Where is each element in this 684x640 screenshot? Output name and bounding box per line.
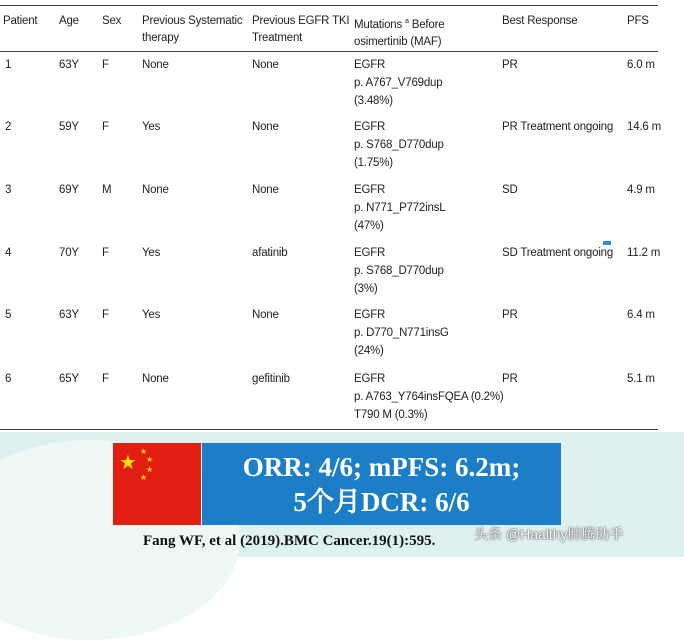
row5-best-response: PR — [502, 309, 518, 321]
header-best-response: Best Response — [502, 15, 578, 27]
row3-mutation-maf: (47%) — [354, 220, 384, 232]
row6-mutation-t790m: T790 M (0.3%) — [354, 409, 428, 421]
table-top-rule — [0, 5, 658, 6]
header-patient: Patient — [3, 15, 38, 27]
row4-mutation-variant: p. S768_D770dup — [354, 265, 444, 277]
summary-line2: 5个月DCR: 6/6 — [293, 487, 470, 517]
row6-pfs: 5.1 m — [627, 373, 655, 385]
row1-mutation-variant: p. A767_V769dup — [354, 77, 443, 89]
row5-mutation-gene: EGFR — [354, 309, 386, 321]
row2-mutation-maf: (1.75%) — [354, 157, 393, 169]
row6-mutation-variant: p. A763_Y764insFQEA (0.2%) — [354, 391, 504, 403]
row1-previous-tki: None — [252, 59, 279, 71]
row6-mutation — [354, 370, 504, 424]
row1-patient: 1 — [5, 59, 12, 71]
row5-patient: 5 — [5, 309, 12, 321]
row2-best-response: PR Treatment ongoing — [502, 121, 614, 133]
row1-mutation — [354, 56, 442, 110]
header-mutations-footnote: a — [405, 18, 409, 25]
row1-mutation-maf: (3.48%) — [354, 95, 393, 107]
header-age: Age — [59, 15, 79, 27]
row4-best-response: SD Treatment ongoing — [502, 247, 614, 259]
row2-mutation-gene: EGFR — [354, 121, 386, 133]
header-previous-tki-line2: Treatment — [252, 32, 303, 44]
annotation-marker — [603, 241, 611, 245]
row3-previous-tki: None — [252, 184, 279, 196]
header-pfs: PFS — [627, 15, 649, 27]
row4-previous-systematic: Yes — [142, 247, 161, 259]
watermark: 头条 @Haalthy肺腾助手 — [474, 526, 624, 542]
row5-mutation — [354, 306, 449, 360]
row5-mutation-maf: (24%) — [354, 345, 384, 357]
row6-patient: 6 — [5, 373, 12, 385]
star-icon: ★ — [140, 473, 148, 482]
row4-pfs: 11.2 m — [627, 247, 661, 259]
row5-sex: F — [102, 309, 109, 321]
row3-sex: M — [102, 184, 112, 196]
header-previous-systematic-line2: therapy — [142, 32, 179, 44]
row6-previous-tki: gefitinib — [252, 373, 290, 385]
row6-age: 65Y — [59, 373, 79, 385]
header-mutations-label: Mutations — [354, 18, 403, 31]
row4-mutation-maf: (3%) — [354, 283, 378, 295]
row1-previous-systematic: None — [142, 59, 169, 71]
row2-mutation — [354, 118, 444, 172]
row2-previous-systematic: Yes — [142, 121, 161, 133]
row4-patient: 4 — [5, 247, 12, 259]
summary-banner — [202, 443, 561, 525]
header-mutations-line2: osimertinib (MAF) — [354, 35, 442, 48]
row6-best-response: PR — [502, 373, 518, 385]
row5-age: 63Y — [59, 309, 79, 321]
row3-mutation-gene: EGFR — [354, 184, 386, 196]
citation: Fang WF, et al (2019).BMC Cancer.19(1):595. — [143, 533, 436, 549]
row2-pfs: 14.6 m — [627, 121, 661, 133]
row4-previous-tki: afatinib — [252, 247, 288, 259]
row4-mutation — [354, 244, 444, 298]
table-bottom-rule — [0, 429, 658, 430]
row2-sex: F — [102, 121, 109, 133]
table-header-rule — [0, 51, 658, 52]
row3-pfs: 4.9 m — [627, 184, 655, 196]
row4-sex: F — [102, 247, 109, 259]
row1-pfs: 6.0 m — [627, 59, 655, 71]
row1-age: 63Y — [59, 59, 79, 71]
row5-pfs: 6.4 m — [627, 309, 655, 321]
row4-age: 70Y — [59, 247, 79, 259]
row3-patient: 3 — [5, 184, 12, 196]
row1-sex: F — [102, 59, 109, 71]
star-icon: ★ — [146, 455, 154, 464]
star-icon: ★ — [146, 465, 154, 474]
row3-best-response: SD — [502, 184, 518, 196]
star-icon: ★ — [119, 452, 137, 474]
row1-mutation-gene: EGFR — [354, 59, 386, 71]
row5-previous-tki: None — [252, 309, 279, 321]
summary-line1: ORR: 4/6; mPFS: 6.2m; — [242, 452, 521, 482]
header-previous-systematic — [142, 13, 242, 47]
china-flag-icon — [113, 443, 201, 525]
row5-mutation-variant: p. D770_N771insG — [354, 327, 449, 339]
row3-mutation-variant: p. N771_P772insL — [354, 202, 446, 214]
row5-previous-systematic: Yes — [142, 309, 161, 321]
header-previous-systematic-line1: Previous Systematic — [142, 15, 243, 27]
header-sex: Sex — [102, 15, 122, 27]
row6-previous-systematic: None — [142, 373, 169, 385]
row6-mutation-gene: EGFR — [354, 373, 386, 385]
row2-mutation-variant: p. S768_D770dup — [354, 139, 444, 151]
header-mutations — [354, 13, 444, 51]
header-previous-tki — [252, 13, 349, 47]
row3-age: 69Y — [59, 184, 79, 196]
row6-sex: F — [102, 373, 109, 385]
row2-age: 59Y — [59, 121, 79, 133]
row2-previous-tki: None — [252, 121, 279, 133]
row4-mutation-gene: EGFR — [354, 247, 386, 259]
row1-best-response: PR — [502, 59, 518, 71]
header-previous-tki-line1: Previous EGFR TKI — [252, 15, 350, 27]
star-icon: ★ — [140, 447, 148, 456]
row2-patient: 2 — [5, 121, 12, 133]
row3-previous-systematic: None — [142, 184, 169, 196]
header-mutations-before: Before — [411, 18, 445, 31]
row3-mutation — [354, 181, 445, 235]
